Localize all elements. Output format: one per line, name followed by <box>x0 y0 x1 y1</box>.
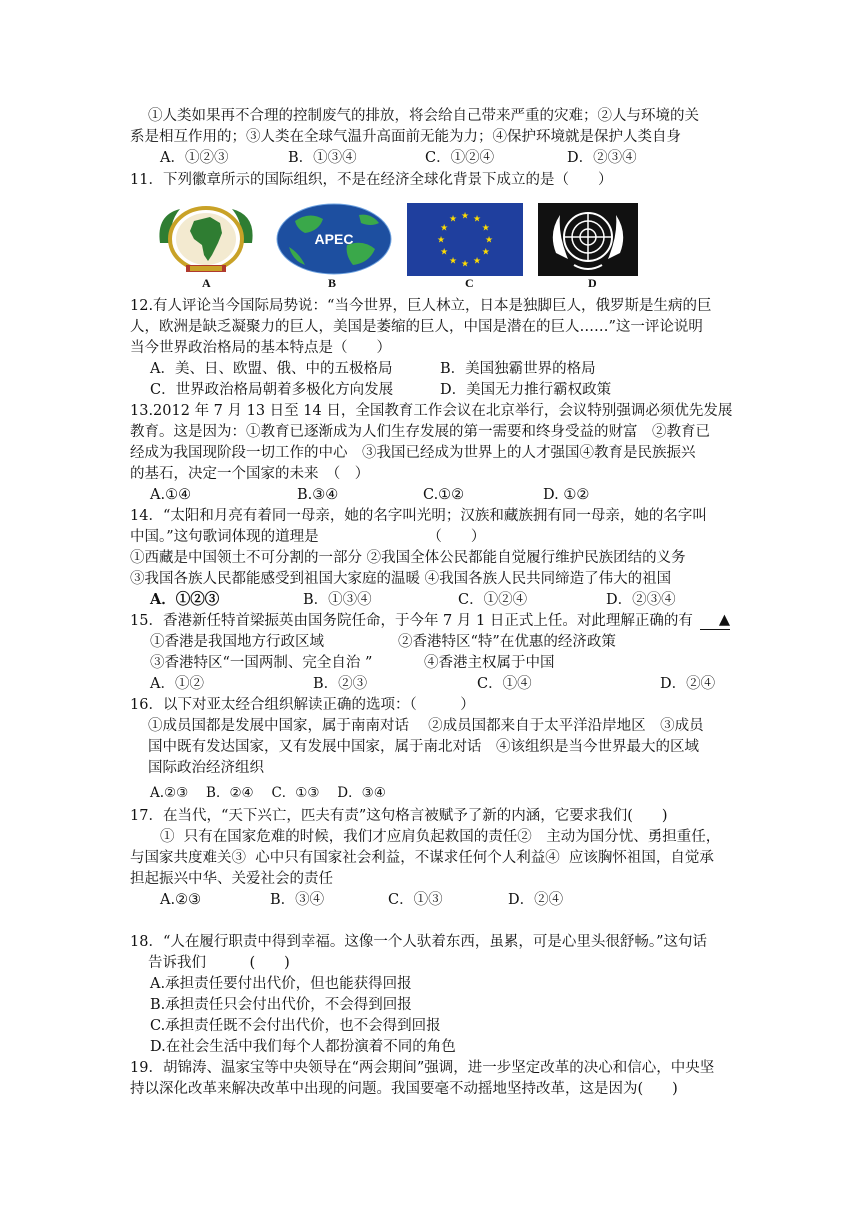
q15-item2: ②香港特区“特”在优惠的经济政策 <box>398 634 616 650</box>
q13-line3: 经成为我国现阶段一切工作的中心 ③我国已经成为世界上的人才强国④教育是民族振兴 <box>130 445 696 461</box>
q16-line2: ①成员国都是发展中国家，属于南南对话 ②成员国都来自于太平洋沿岸地区 ③成员 <box>148 718 704 734</box>
q16-line3: 国中既有发达国家，又有发展中国家，属于南北对话 ④该组织是当今世界最大的区域 <box>148 739 699 755</box>
q19-line2: 持以深化改革来解决改革中出现的问题。我国要毫不动摇地坚持改革，这是因为( ) <box>130 1081 678 1097</box>
q10-option-d: D．②③④ <box>567 150 637 166</box>
logo-a-label: A <box>202 276 211 290</box>
q17-line3: 与国家共度难关③ 心中只有国家社会利益，不谋求任何个人利益④ 应该胸怀祖国，自觉承 <box>130 850 714 866</box>
q14-line3: ①西藏是中国领土不可分割的一部分 ②我国全体公民都能自觉履行维护民族团结的义务 <box>130 550 686 566</box>
q15-option-c: C．①④ <box>477 676 532 692</box>
q17-option-b: B．③④ <box>270 892 325 908</box>
eu-star-icon: ★ <box>472 256 482 267</box>
q15-item4: ④香港主权属于中国 <box>424 655 555 671</box>
q12-option-c: C．世界政治格局朝着多极化方向发展 <box>150 382 394 398</box>
q14-line1: 14．“太阳和月亮有着同一母亲，她的名字叫光明；汉族和藏族拥有同一母亲，她的名字叫 <box>130 508 707 524</box>
q13-line4: 的基石，决定一个国家的未来 （ ） <box>130 466 370 482</box>
q17-line2: ① 只有在国家危难的时候，我们才应肩负起救国的责任② 主动为国分忧、勇担重任， <box>160 829 721 845</box>
logo-d-label: D <box>588 276 597 290</box>
logo-c-label: C <box>465 276 474 290</box>
eu-star-icon: ★ <box>448 256 458 267</box>
q13-line2: 教育。这是因为：①教育已逐渐成为人们生存发展的第一需要和终身受益的财富 ②教育已 <box>130 424 710 440</box>
eu-star-icon: ★ <box>440 223 449 234</box>
q14-option-b: B．①③④ <box>303 592 372 608</box>
q12-line3: 当今世界政治格局的基本特点是（ ） <box>130 340 391 356</box>
q15-answer-blank: ▲ <box>700 611 730 630</box>
un-emblem-icon <box>538 203 638 276</box>
q13-option-c: C.①② <box>423 487 465 503</box>
q15-option-d: D．②④ <box>660 676 716 692</box>
eu-star-icon: ★ <box>472 214 482 225</box>
apec-globe-logo-icon <box>275 203 393 276</box>
q11-stem: 11．下列徽章所示的国际组织，不是在经济全球化背景下成立的是（ ） <box>130 172 613 188</box>
apec-logo-text: APEC <box>314 231 354 247</box>
eu-star-icon: ★ <box>440 247 449 258</box>
eu-star-icon: ★ <box>436 235 446 246</box>
q12-line1: 12.有人评论当今国际局势说：“当今世界，巨人林立，日本是独脚巨人，俄罗斯是生病的巨 <box>130 298 712 314</box>
eu-star-icon: ★ <box>484 235 494 246</box>
q14-option-a: A．①②③ <box>150 591 220 608</box>
q19-line1: 19．胡锦涛、温家宝等中央领导在“两会期间”强调，进一步坚定改革的决心和信心，中央坚 <box>130 1060 715 1076</box>
q14-line4: ③我国各族人民都能感受到祖国大家庭的温暖 ④我国各族人民共同缔造了伟大的祖国 <box>130 571 672 587</box>
q18-option-c: C.承担责任既不会付出代价，也不会得到回报 <box>150 1018 441 1034</box>
logo-b-label: B <box>328 276 337 290</box>
q15-item3: ③香港特区“一国两制、完全自治 ” <box>150 655 373 671</box>
q15-option-b: B．②③ <box>313 676 368 692</box>
q14-option-c: C．①②④ <box>458 592 528 608</box>
q16-options: A.②③ B．②④ C．①③ D．③④ <box>150 785 386 801</box>
q12-option-b: B．美国独霸世界的格局 <box>440 361 596 377</box>
q17-line4: 担起振兴中华、关爱社会的责任 <box>130 871 333 887</box>
q18-line2: 告诉我们 ( ) <box>148 955 290 971</box>
q13-option-b: B.③④ <box>297 487 339 503</box>
q15-line1: 15．香港新任特首梁振英由国务院任命，于今年 7 月 1 日正式上任。对此理解正确的有 <box>130 613 693 629</box>
q10-stem-line2: 系是相互作用的；③人类在全球气温升高面前无能为力；④保护环境就是保护人类自身 <box>130 129 681 145</box>
q17-option-d: D．②④ <box>508 892 564 908</box>
q15-item1: ①香港是我国地方行政区域 <box>150 634 324 650</box>
q10-stem-line1: ①人类如果再不合理的控制废气的排放，将会给自己带来严重的灾难；②人与环境的关 <box>148 108 699 124</box>
q17-option-a: A.②③ <box>160 892 202 908</box>
q18-option-d: D.在社会生活中我们每个人都扮演着不同的角色 <box>150 1039 456 1055</box>
q15-option-a: A．①② <box>150 676 204 692</box>
q14-line2: 中国。”这句歌词体现的道理是 （ ） <box>130 529 486 545</box>
q18-option-b: B.承担责任只会付出代价，不会得到回报 <box>150 997 412 1013</box>
q10-option-a: A．①②③ <box>160 150 229 166</box>
q13-option-a: A.①④ <box>150 487 192 503</box>
eu-star-icon: ★ <box>460 259 470 270</box>
q16-line1: 16．以下对亚太经合组织解读正确的选项：（ ） <box>130 697 475 713</box>
q13-line1: 13.2012 年 7 月 13 日至 14 日，全国教育工作会议在北京举行，会议特别强调必须优先发展 <box>130 403 733 419</box>
q17-option-c: C．①③ <box>388 892 443 908</box>
q10-option-b: B．①③④ <box>288 150 357 166</box>
q12-option-d: D．美国无力推行霸权政策 <box>440 382 612 398</box>
q17-line1: 17．在当代，“天下兴亡，匹夫有责”这句格言被赋予了新的内涵，它要求我们( ) <box>130 808 668 824</box>
q10-option-c: C．①②④ <box>425 150 495 166</box>
q18-line1: 18．“人在履行职责中得到幸福。这像一个人驮着东西，虽累，可是心里头很舒畅。”这句话 <box>130 934 708 950</box>
q12-line2: 人，欧洲是缺乏凝聚力的巨人，美国是萎缩的巨人，中国是潜在的巨人……”这一评论说明 <box>130 319 703 335</box>
q12-option-a: A．美、日、欧盟、俄、中的五极格局 <box>150 361 393 377</box>
q14-option-d: D．②③④ <box>606 592 676 608</box>
eu-star-icon: ★ <box>448 214 458 225</box>
eu-flag-icon <box>407 203 523 276</box>
q16-line4: 国际政治经济组织 <box>148 760 264 776</box>
eu-star-icon: ★ <box>481 247 490 258</box>
african-union-emblem-icon <box>150 203 262 276</box>
eu-star-icon: ★ <box>460 211 470 222</box>
q18-option-a: A.承担责任要付出代价，但也能获得回报 <box>150 976 412 992</box>
q13-option-d: D. ①② <box>543 487 590 503</box>
eu-star-icon: ★ <box>481 223 490 234</box>
